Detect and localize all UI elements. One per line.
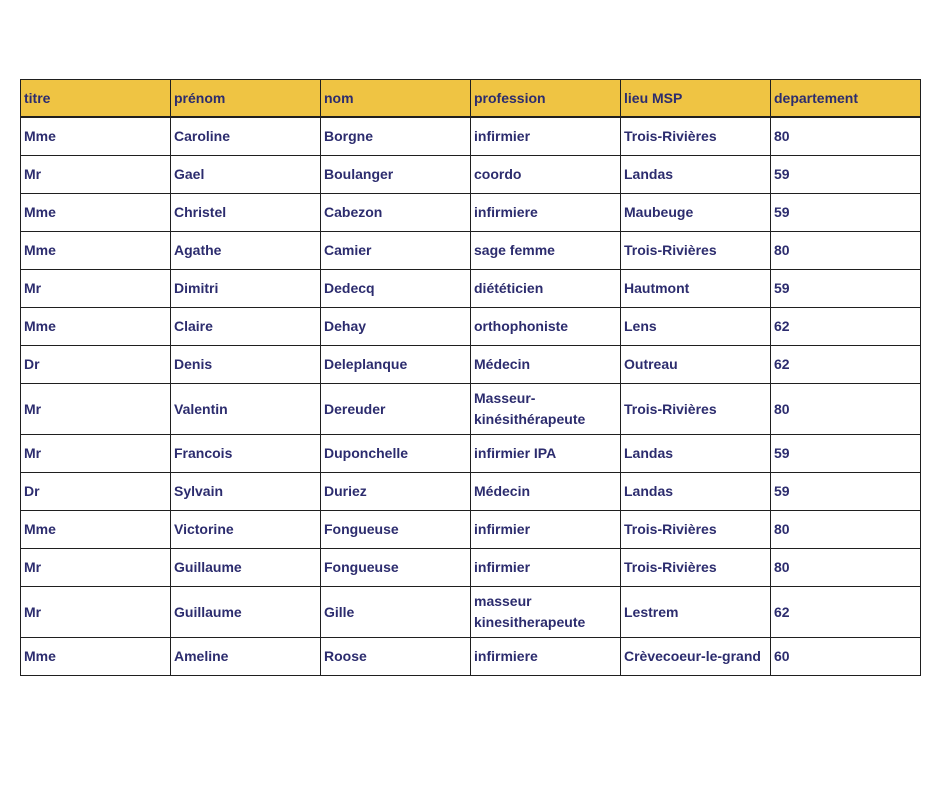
cell-prenom: Sylvain bbox=[171, 473, 321, 511]
cell-departement: 80 bbox=[771, 549, 921, 587]
cell-titre: Mr bbox=[21, 549, 171, 587]
table-row bbox=[21, 638, 921, 676]
header-departement: departement bbox=[771, 80, 921, 118]
cell-departement: 60 bbox=[771, 638, 921, 676]
cell-profession: infirmier bbox=[471, 511, 621, 549]
cell-profession: infirmier bbox=[471, 549, 621, 587]
cell-nom: Borgne bbox=[321, 117, 471, 156]
cell-lieu-msp: Trois-Rivières bbox=[621, 117, 771, 156]
cell-prenom: Valentin bbox=[171, 384, 321, 435]
cell-nom: Dereuder bbox=[321, 384, 471, 435]
cell-lieu-msp: Trois-Rivières bbox=[621, 511, 771, 549]
cell-lieu-msp: Trois-Rivières bbox=[621, 549, 771, 587]
cell-lieu-msp: Maubeuge bbox=[621, 194, 771, 232]
cell-profession: masseur kinesitherapeute bbox=[471, 587, 621, 638]
header-row bbox=[21, 80, 921, 118]
cell-prenom: Caroline bbox=[171, 117, 321, 156]
cell-titre: Mme bbox=[21, 511, 171, 549]
cell-nom: Camier bbox=[321, 232, 471, 270]
cell-profession: Médecin bbox=[471, 346, 621, 384]
cell-nom: Roose bbox=[321, 638, 471, 676]
cell-lieu-msp: Hautmont bbox=[621, 270, 771, 308]
cell-lieu-msp: Outreau bbox=[621, 346, 771, 384]
cell-profession: infirmier IPA bbox=[471, 435, 621, 473]
cell-profession: infirmiere bbox=[471, 638, 621, 676]
cell-departement: 59 bbox=[771, 435, 921, 473]
cell-lieu-msp: Trois-Rivières bbox=[621, 232, 771, 270]
cell-nom: Cabezon bbox=[321, 194, 471, 232]
cell-profession: Masseur-kinésithérapeute bbox=[471, 384, 621, 435]
cell-titre: Mr bbox=[21, 270, 171, 308]
table-row bbox=[21, 549, 921, 587]
cell-departement: 59 bbox=[771, 194, 921, 232]
cell-lieu-msp: Landas bbox=[621, 473, 771, 511]
cell-departement: 62 bbox=[771, 587, 921, 638]
header-titre: titre bbox=[21, 80, 171, 118]
table-row bbox=[21, 435, 921, 473]
cell-prenom: Dimitri bbox=[171, 270, 321, 308]
cell-profession: infirmiere bbox=[471, 194, 621, 232]
table-row bbox=[21, 346, 921, 384]
cell-lieu-msp: Crèvecoeur-le-grand bbox=[621, 638, 771, 676]
cell-prenom: Claire bbox=[171, 308, 321, 346]
cell-nom: Fongueuse bbox=[321, 549, 471, 587]
cell-departement: 59 bbox=[771, 473, 921, 511]
cell-departement: 62 bbox=[771, 346, 921, 384]
cell-lieu-msp: Trois-Rivières bbox=[621, 384, 771, 435]
cell-titre: Dr bbox=[21, 346, 171, 384]
cell-prenom: Agathe bbox=[171, 232, 321, 270]
cell-prenom: Denis bbox=[171, 346, 321, 384]
cell-nom: Duriez bbox=[321, 473, 471, 511]
table-row bbox=[21, 511, 921, 549]
cell-departement: 80 bbox=[771, 232, 921, 270]
cell-nom: Gille bbox=[321, 587, 471, 638]
cell-departement: 80 bbox=[771, 511, 921, 549]
cell-nom: Dehay bbox=[321, 308, 471, 346]
table-body bbox=[21, 117, 921, 676]
cell-titre: Dr bbox=[21, 473, 171, 511]
cell-lieu-msp: Landas bbox=[621, 156, 771, 194]
table-row bbox=[21, 587, 921, 638]
cell-prenom: Gael bbox=[171, 156, 321, 194]
header-profession: profession bbox=[471, 80, 621, 118]
cell-titre: Mr bbox=[21, 435, 171, 473]
table-row bbox=[21, 156, 921, 194]
cell-titre: Mr bbox=[21, 587, 171, 638]
cell-departement: 59 bbox=[771, 270, 921, 308]
header-prenom: prénom bbox=[171, 80, 321, 118]
cell-lieu-msp: Lestrem bbox=[621, 587, 771, 638]
cell-nom: Fongueuse bbox=[321, 511, 471, 549]
table-row bbox=[21, 384, 921, 435]
table-row bbox=[21, 194, 921, 232]
cell-profession: sage femme bbox=[471, 232, 621, 270]
cell-departement: 80 bbox=[771, 384, 921, 435]
cell-prenom: Christel bbox=[171, 194, 321, 232]
table-header bbox=[21, 80, 921, 118]
header-lieu-msp: lieu MSP bbox=[621, 80, 771, 118]
table-row bbox=[21, 270, 921, 308]
cell-departement: 80 bbox=[771, 117, 921, 156]
cell-nom: Deleplanque bbox=[321, 346, 471, 384]
cell-nom: Boulanger bbox=[321, 156, 471, 194]
table-row bbox=[21, 473, 921, 511]
cell-nom: Dedecq bbox=[321, 270, 471, 308]
cell-prenom: Francois bbox=[171, 435, 321, 473]
cell-prenom: Guillaume bbox=[171, 587, 321, 638]
contacts-table bbox=[20, 79, 921, 676]
cell-titre: Mme bbox=[21, 638, 171, 676]
cell-titre: Mme bbox=[21, 232, 171, 270]
cell-lieu-msp: Lens bbox=[621, 308, 771, 346]
cell-departement: 59 bbox=[771, 156, 921, 194]
table-row bbox=[21, 117, 921, 156]
table-row bbox=[21, 308, 921, 346]
cell-nom: Duponchelle bbox=[321, 435, 471, 473]
cell-profession: diététicien bbox=[471, 270, 621, 308]
cell-prenom: Victorine bbox=[171, 511, 321, 549]
cell-departement: 62 bbox=[771, 308, 921, 346]
cell-lieu-msp: Landas bbox=[621, 435, 771, 473]
cell-titre: Mr bbox=[21, 384, 171, 435]
cell-titre: Mme bbox=[21, 194, 171, 232]
cell-profession: coordo bbox=[471, 156, 621, 194]
cell-profession: orthophoniste bbox=[471, 308, 621, 346]
cell-titre: Mme bbox=[21, 117, 171, 156]
header-nom: nom bbox=[321, 80, 471, 118]
cell-prenom: Ameline bbox=[171, 638, 321, 676]
contact-sheet bbox=[20, 79, 920, 676]
cell-titre: Mr bbox=[21, 156, 171, 194]
table-row bbox=[21, 232, 921, 270]
cell-profession: Médecin bbox=[471, 473, 621, 511]
cell-profession: infirmier bbox=[471, 117, 621, 156]
cell-titre: Mme bbox=[21, 308, 171, 346]
cell-prenom: Guillaume bbox=[171, 549, 321, 587]
